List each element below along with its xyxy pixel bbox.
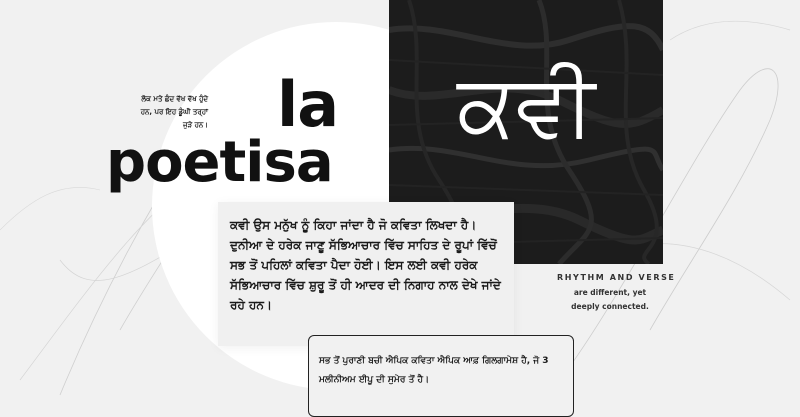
title-line-1: la (277, 68, 339, 141)
title-line-2: poetisa (106, 130, 333, 195)
intro-text: ਲੋਕ ਮਤੇ ਛੰਦ ਵੱਖ ਵੱਖ ਹੁੰਦੇ ਹਨ, ਪਰ ਇਹ ਡੂੰਘੀ ਤਰ੍ਹਾਂ ਜੁੜੇ ਹਨ। (140, 95, 208, 129)
outlined-note-text: ਸਭ ਤੋਂ ਪੁਰਾਣੀ ਬਚੀ ਐਪਿਕ ਕਵਿਤਾ ਐਪਿਕ ਆਫ਼ ਗਿਲਗਾਮੇਸ਼ ਹੈ, ਜੋ 3 ਮਲੀਨੀਅਮ ਈਪੂ ਦੀ ਸੁਮੇਰ ਤੋਂ ਹੈ। (319, 356, 549, 385)
rhythm-line-1: are different, yet (573, 288, 647, 297)
card-text: ਕਵੀ ਉਸ ਮਨੁੱਖ ਨੂੰ ਕਿਹਾ ਜਾਂਦਾ ਹੈ ਜੋ ਕਵਿਤਾ ਲਿਖਦਾ ਹੈ। ਦੁਨੀਆ ਦੇ ਹਰੇਕ ਜਾਣੂ ਸੱਭਿਆਚਾਰ ਵਿੱਚ ਸਾਹਿਤ ਦੇ ਰੂਪਾਂ ਵਿੱਚੋਂ ਸਭ ਤੋਂ ਪਹਿਲਾਂ ਕਵਿਤਾ ਪੈਦਾ ਹੋਈ। ਇਸ ਲਈ ਕਵੀ ਹਰੇਕ ਸੱਭਿਆਚਾਰ ਵਿੱਚ ਸ਼ੁਰੂ ਤੋਂ ਹੀ ਆਦਰ ਦੀ ਨਿਗਾਹ ਨਾਲ ਦੇਖੇ ਜਾਂਦੇ ਰਹੇ ਹਨ। (230, 218, 501, 312)
feature-word: ਕਵੀ (456, 56, 596, 156)
description-card (218, 202, 514, 346)
outlined-note-box (308, 335, 574, 417)
rhythm-caption (550, 286, 670, 314)
rhythm-heading: RHYTHM AND VERSE (557, 273, 676, 282)
rhythm-line-2: deeply connected. (571, 302, 649, 311)
